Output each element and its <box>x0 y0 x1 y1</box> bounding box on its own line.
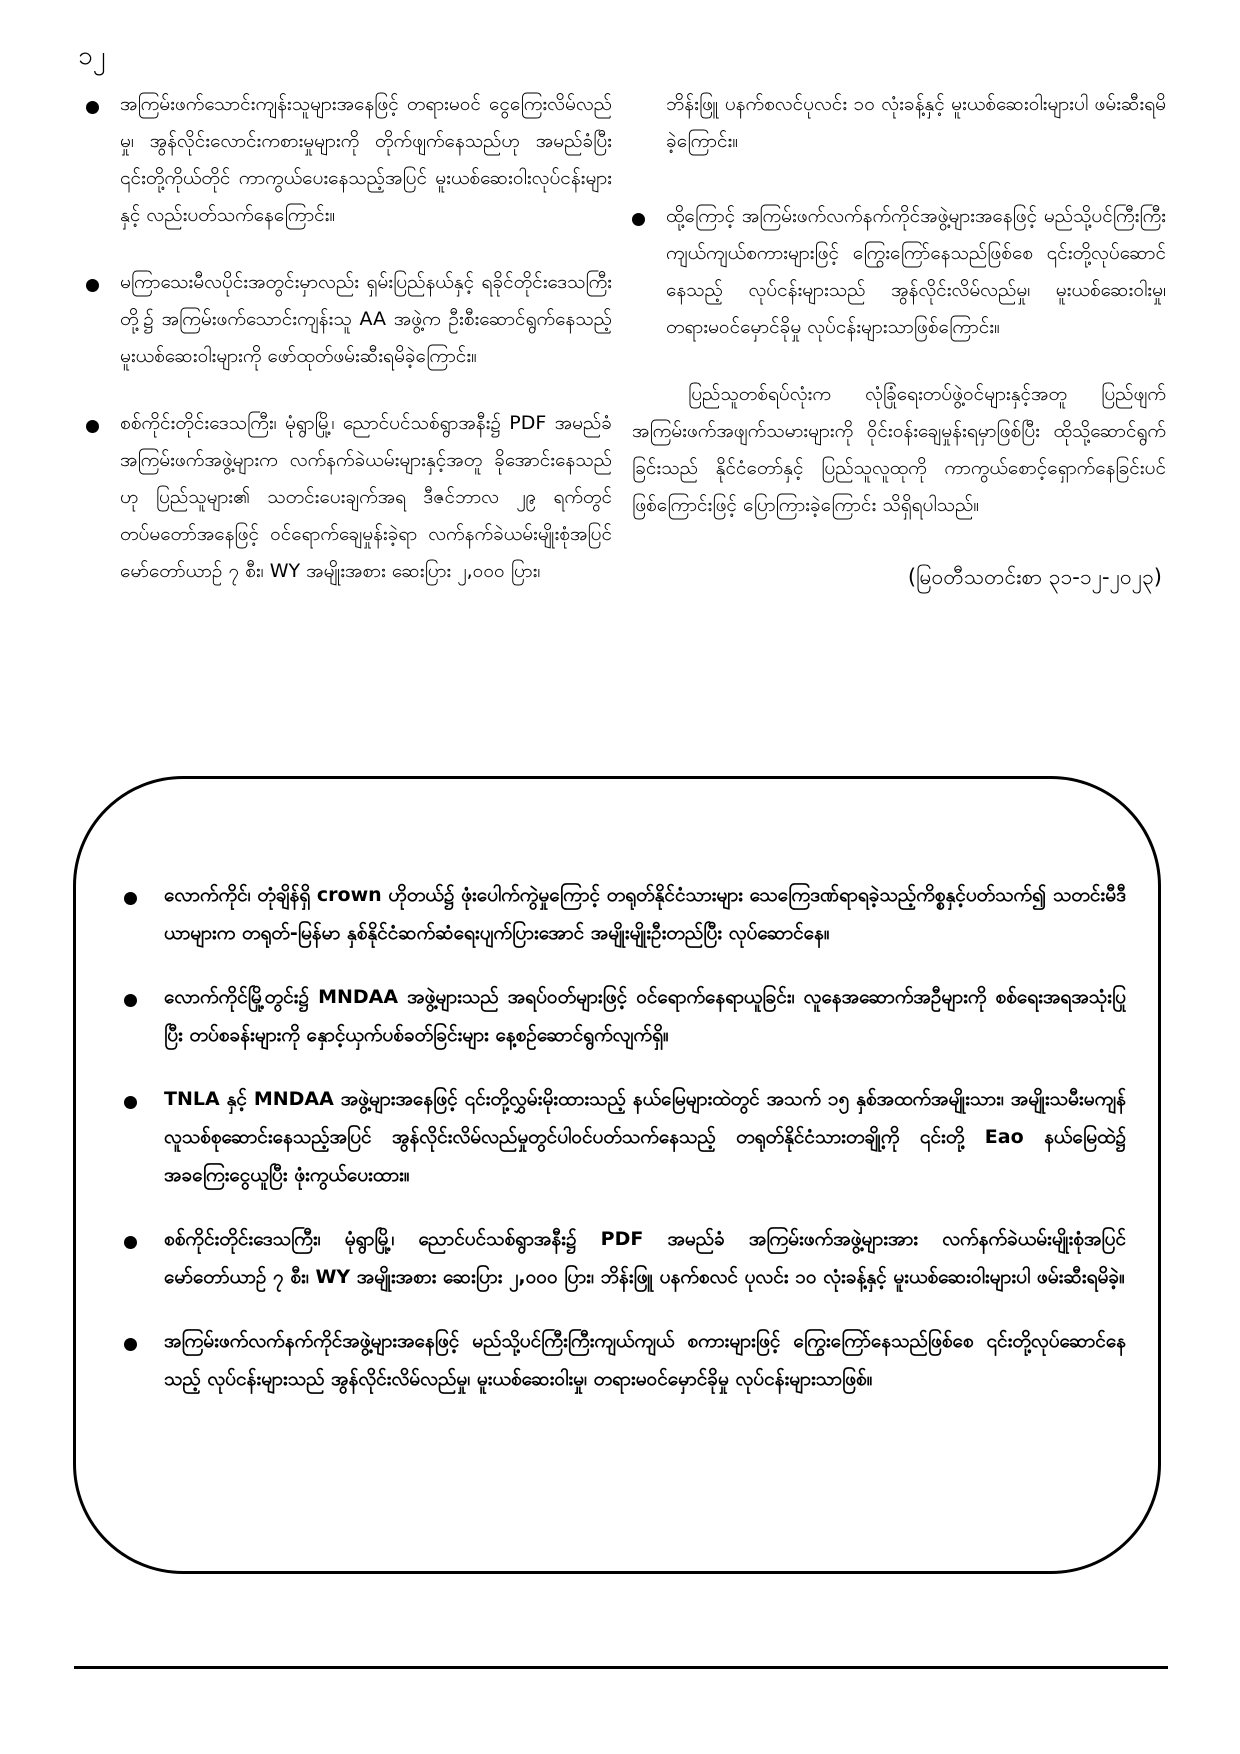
summary-text: အကြမ်းဖက်လက်နက်ကိုင်အဖွဲ့များအနေဖြင့် မည်သို့ပင်ကြီးကြီးကျယ်ကျယ် စကားများဖြင့် ကြွေးကြော်နေသည်ဖြစ်စေ ၎င်းတို့လုပ်ဆောင်နေသည့် လုပ်ငန်းများသည် အွန်လိုင်းလိမ်လည်မှု၊ မူးယစ်ဆေးဝါးမှု၊ တရားမဝင်မှောင်ခိုမှု လုပ်ငန်းများသာဖြစ်။ <box>164 1330 1126 1390</box>
summary-item <box>124 876 1126 952</box>
bullet-item <box>632 198 1166 346</box>
summary-text: စစ်ကိုင်းတိုင်းဒေသကြီး၊ မုံရွာမြို့၊ ညောင်ပင်သစ်ရွာအနီး၌ PDF အမည်ခံ အကြမ်းဖက်အဖွဲ့များအား လက်နက်ခဲယမ်းမျိုးစုံအပြင် မော်တော်ယာဉ် ၇ စီး၊ WY အမျိုးအစား ဆေးပြား ၂,၀၀၀ ပြား၊ ဘိန်းဖြူ ပနက်စလင် ပုလင်း ၁၀ လုံးခန့်နှင့် မူးယစ်ဆေးဝါးများပါ ဖမ်းဆီးရမိခဲ့။ <box>164 1228 1126 1288</box>
bullet-icon <box>86 279 99 292</box>
bullet-item <box>86 264 612 375</box>
bullet-text: အကြမ်းဖက်သောင်းကျန်းသူများအနေဖြင့် တရားမဝင် ငွေကြေးလိမ်လည်မှု၊ အွန်လိုင်းလောင်းကစားမှုများကို တိုက်ဖျက်နေသည်ဟု အမည်ခံပြီး ၎င်းတို့ကိုယ်တိုင် ကာကွယ်ပေးနေသည့်အပြင် မူးယစ်ဆေးဝါးလုပ်ငန်းများနှင့် လည်းပတ်သက်နေကြောင်း။ <box>120 93 612 226</box>
continued-text: ဘိန်းဖြူ ပနက်စလင်ပုလင်း ၁၀ လုံးခန့်နှင့် မူးယစ်ဆေးဝါးများပါ ဖမ်းဆီးရမိခဲ့ကြောင်း။ <box>666 93 1166 152</box>
bullet-icon <box>124 994 137 1007</box>
page-number: ၁၂ <box>78 41 106 71</box>
bullet-text: စစ်ကိုင်းတိုင်းဒေသကြီး၊ မုံရွာမြို့၊ ညောင်ပင်သစ်ရွာအနီး၌ PDF အမည်ခံ အကြမ်းဖက်အဖွဲ့များက လက်နက်ခဲယမ်းများနှင့်အတူ ခိုအောင်းနေသည်ဟု ပြည်သူများ၏ သတင်းပေးချက်အရ ဒီဇင်ဘာလ ၂၉ ရက်တွင် တပ်မတော်အနေဖြင့် ဝင်ရောက်ချေမှုန်းခဲ့ရာ လက်နက်ခဲယမ်းမျိုးစုံအပြင် မော်တော်ယာဉ် ၇ စီး၊ WY အမျိုးအစား ဆေးပြား ၂,၀၀၀ ပြား၊ <box>120 412 612 582</box>
bullet-item <box>86 405 612 590</box>
summary-text: TNLA နှင့် MNDAA အဖွဲ့များအနေဖြင့် ၎င်းတို့လွှမ်းမိုးထားသည့် နယ်မြေများထဲတွင် အသက် ၁၅ နှစ်အထက်အမျိုးသား၊ အမျိုးသမီးမကျန် လူသစ်စုဆောင်းနေသည့်အပြင် အွန်လိုင်းလိမ်လည်မှုတွင်ပါဝင်ပတ်သက်နေသည့် တရုတ်နိုင်ငံသားတချို့ကို ၎င်းတို့ Eao နယ်မြေထဲ၌ အခကြေးငွေယူပြီး ဖုံးကွယ်ပေးထား။ <box>164 1088 1126 1186</box>
bullet-icon <box>86 101 99 114</box>
bullet-icon <box>124 1236 137 1249</box>
summary-text: လောက်ကိုင်၊ တုံချိန်ရှိ crown ဟိုတယ်၌ ဖုံးပေါက်ကွဲမှုကြောင့် တရုတ်နိုင်ငံသားများ သေကြေဒဏ်ရာရခဲ့သည့်ကိစ္စနှင့်ပတ်သက်၍ သတင်းမီဒီယာများက တရုတ်-မြန်မာ နှစ်နိုင်ငံဆက်ဆံရေးပျက်ပြားအောင် အမျိုးမျိုးဦးတည်ပြီး လုပ်ဆောင်နေ။ <box>164 884 1126 944</box>
bullet-text: ထို့ကြောင့် အကြမ်းဖက်လက်နက်ကိုင်အဖွဲ့များအနေဖြင့် မည်သို့ပင်ကြီးကြီး ကျယ်ကျယ်စကားများဖြင့် ကြွေးကြော်နေသည်ဖြစ်စေ ၎င်းတို့လုပ်ဆောင်နေသည့် လုပ်ငန်းများသည် အွန်လိုင်းလိမ်လည်မှု၊ မူးယစ်ဆေးဝါးမှု၊ တရားမဝင်မှောင်ခိုမှု လုပ်ငန်းများသာဖြစ်ကြောင်း။ <box>666 205 1166 338</box>
left-column <box>86 86 612 620</box>
bullet-text: မကြာသေးမီလပိုင်းအတွင်းမှာလည်း ရှမ်းပြည်နယ်နှင့် ရခိုင်တိုင်းဒေသကြီးတို့၌ အကြမ်းဖက်သောင်းကျန်းသူ AA အဖွဲ့က ဦးစီးဆောင်ရွက်နေသည့် မူးယစ်ဆေးဝါးများကို ဖော်ထုတ်ဖမ်းဆီးရမိခဲ့ကြောင်း။ <box>120 271 612 367</box>
summary-item <box>124 978 1126 1054</box>
bullet-icon <box>86 420 99 433</box>
summary-list <box>124 876 1126 1424</box>
bullet-icon <box>632 213 645 226</box>
right-column <box>632 86 1166 595</box>
source-citation: (မြဝတီသတင်းစာ ၃၁-၁၂-၂၀၂၃) <box>907 565 1162 589</box>
summary-text: လောက်ကိုင်မြို့တွင်း၌ MNDAA အဖွဲ့များသည် အရပ်ဝတ်များဖြင့် ဝင်ရောက်နေရာယူခြင်း၊ လူနေအဆောက်အဦများကို စစ်ရေးအရအသုံးပြုပြီး တပ်စခန်းများကို နှောင့်ယှက်ပစ်ခတ်ခြင်းများ နေ့စဉ်ဆောင်ရွက်လျက်ရှိ။ <box>164 986 1126 1046</box>
bullet-icon <box>124 1338 137 1351</box>
bullet-icon <box>124 1096 137 1109</box>
bullet-icon <box>124 892 137 905</box>
summary-item <box>124 1322 1126 1398</box>
summary-item <box>124 1220 1126 1296</box>
summary-item <box>124 1080 1126 1194</box>
footer-divider <box>74 1666 1168 1669</box>
closing-paragraph: ပြည်သူတစ်ရပ်လုံးက လုံခြုံရေးတပ်ဖွဲ့ဝင်များနှင့်အတူ ပြည်ဖျက်အကြမ်းဖက်အဖျက်သမားများကို ဝိုင်းဝန်းချေမှုန်းရမှာဖြစ်ပြီး ထိုသို့ဆောင်ရွက်ခြင်းသည် နိုင်ငံတော်နှင့် ပြည်သူလူထုကို ကာကွယ်စောင့်ရှောက်နေခြင်းပင်ဖြစ်ကြောင်းဖြင့် ပြောကြားခဲ့ကြောင်း သိရှိရပါသည်။ <box>632 383 1166 516</box>
bullet-item <box>86 86 612 234</box>
